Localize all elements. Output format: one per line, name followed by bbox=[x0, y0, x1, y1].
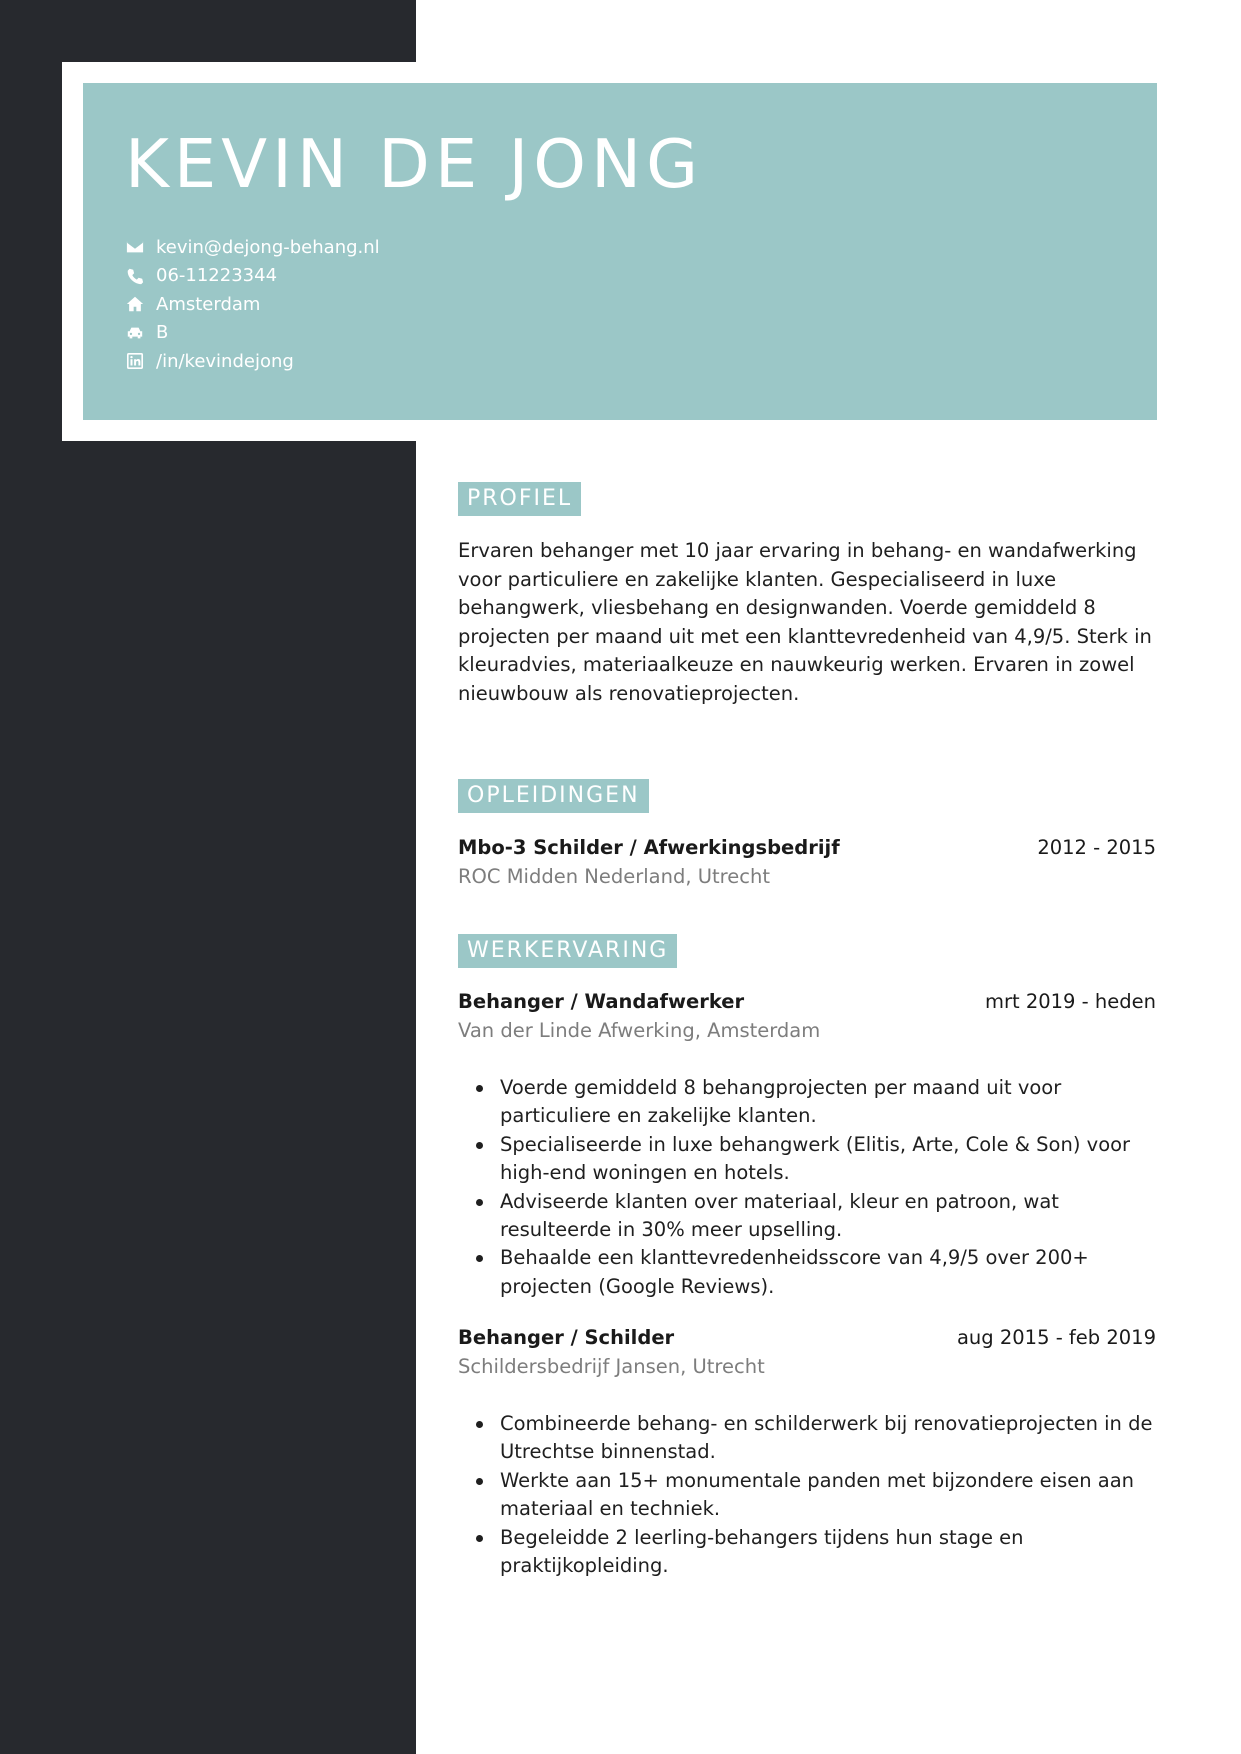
list-item: Specialiseerde in luxe behangwerk (Elitis, Arte, Cole & Son) voor high-end woningen en hotels. bbox=[500, 1131, 1158, 1188]
candidate-name: KEVIN DE JONG bbox=[125, 125, 704, 203]
job-2-bullets bbox=[458, 1410, 1158, 1580]
job-2-header bbox=[458, 1324, 1156, 1352]
job-1-header bbox=[458, 988, 1156, 1016]
contact-phone-text: 06-11223344 bbox=[156, 265, 278, 287]
contact-license bbox=[125, 319, 380, 348]
linkedin-icon bbox=[125, 351, 145, 371]
contact-linkedin-text: /in/kevindejong bbox=[156, 350, 294, 372]
education-heading: OPLEIDINGEN bbox=[458, 779, 649, 813]
contact-license-text: B bbox=[156, 322, 169, 344]
list-item: Begeleidde 2 leerling-behangers tijdens hun stage en praktijkopleiding. bbox=[500, 1524, 1158, 1581]
job-1-company: Van der Linde Afwerking, Amsterdam bbox=[458, 1019, 821, 1042]
car-icon bbox=[125, 323, 145, 343]
job-2-dates: aug 2015 - feb 2019 bbox=[956, 1326, 1156, 1349]
job-2-company: Schildersbedrijf Jansen, Utrecht bbox=[458, 1355, 765, 1378]
list-item: Behaalde een klanttevredenheidsscore van 4,9/5 over 200+ projecten (Google Reviews). bbox=[500, 1244, 1158, 1301]
job-1-dates: mrt 2019 - heden bbox=[984, 990, 1156, 1013]
job-1-bullets bbox=[458, 1074, 1158, 1301]
education-institution: ROC Midden Nederland, Utrecht bbox=[458, 865, 770, 888]
envelope-icon bbox=[125, 237, 145, 257]
home-icon bbox=[125, 294, 145, 314]
contact-email-text: kevin@dejong-behang.nl bbox=[156, 236, 380, 258]
list-item: Voerde gemiddeld 8 behangprojecten per maand uit voor particuliere en zakelijke klanten. bbox=[500, 1074, 1158, 1131]
education-entry-header bbox=[458, 834, 1156, 862]
contact-phone[interactable] bbox=[125, 262, 380, 291]
list-item: Adviseerde klanten over materiaal, kleur en patroon, wat resulteerde in 30% meer upselling. bbox=[500, 1188, 1158, 1245]
list-item: Werkte aan 15+ monumentale panden met bijzondere eisen aan materiaal en techniek. bbox=[500, 1467, 1158, 1524]
job-2-title: Behanger / Schilder bbox=[458, 1326, 675, 1349]
job-1-title: Behanger / Wandafwerker bbox=[458, 990, 745, 1013]
contact-list bbox=[125, 233, 380, 376]
experience-heading: WERKERVARING bbox=[458, 934, 677, 968]
contact-location bbox=[125, 290, 380, 319]
education-dates: 2012 - 2015 bbox=[1037, 836, 1156, 859]
profile-heading: PROFIEL bbox=[458, 482, 581, 516]
contact-linkedin[interactable] bbox=[125, 347, 380, 376]
phone-icon bbox=[125, 266, 145, 286]
education-title: Mbo-3 Schilder / Afwerkingsbedrijf bbox=[458, 836, 840, 859]
profile-text: Ervaren behanger met 10 jaar ervaring in behang- en wandafwerking voor particuliere en zakelijke klanten. Gespecialiseerd in luxe behangwerk, vliesbehang en designwanden. Voerde gemiddeld 8 projecten per maand uit met een klanttevredenheid van 4,9/5. Sterk in kleuradvies, materiaalkeuze en nauwkeurig werken. Ervaren in zowel nieuwbouw als renovatieprojecten. bbox=[458, 539, 1152, 705]
contact-location-text: Amsterdam bbox=[156, 293, 261, 315]
contact-email[interactable] bbox=[125, 233, 380, 262]
header-banner bbox=[83, 83, 1157, 420]
list-item: Combineerde behang- en schilderwerk bij renovatieprojecten in de Utrechtse binnenstad. bbox=[500, 1410, 1158, 1467]
